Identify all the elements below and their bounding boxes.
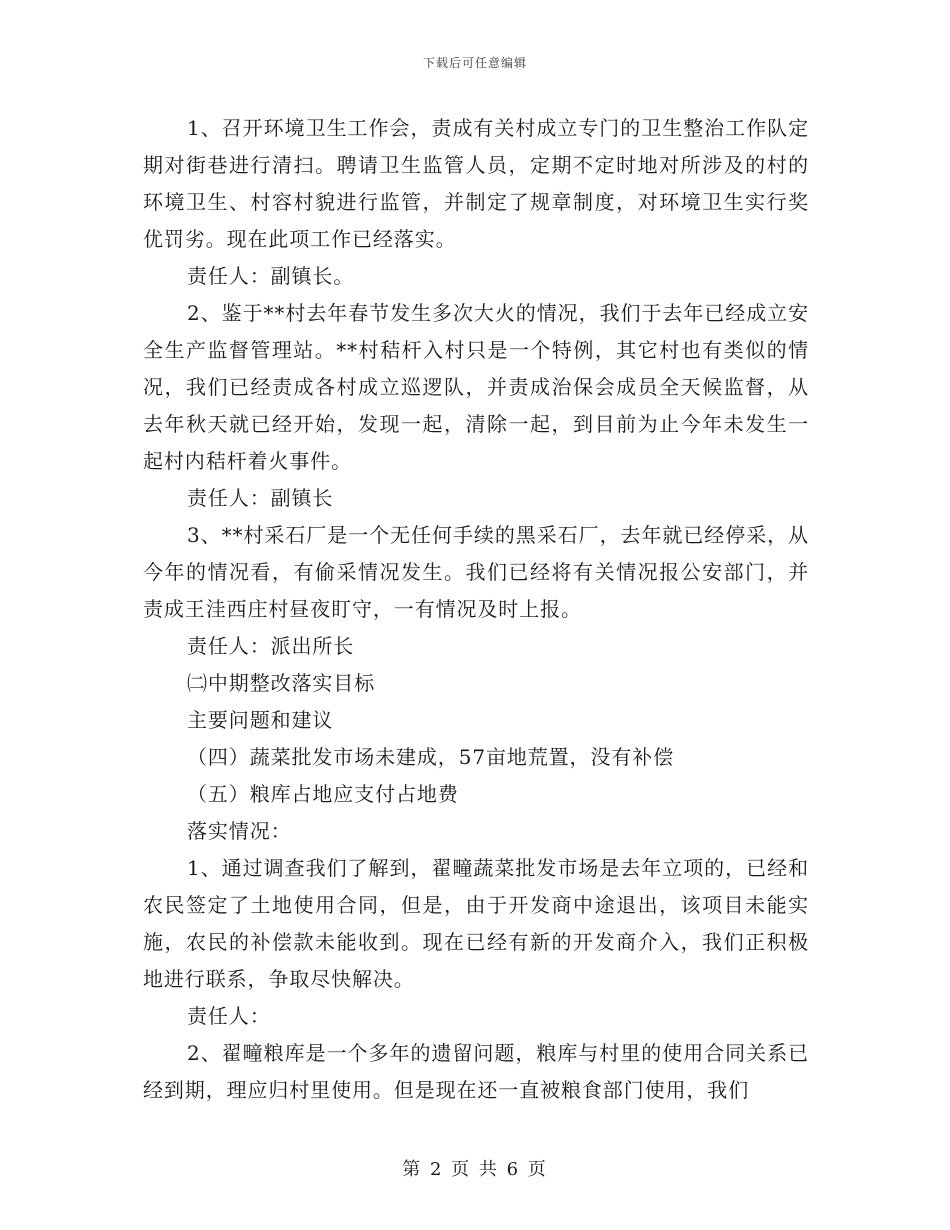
paragraph-3: 3、**村采石厂是一个无任何手续的黑采石厂，去年就已经停采，从今年的情况看，有偷采情况发生。我们已经将有关情况报公安部门，并责成王洼西庄村昼夜盯守，一有情况及时上报。 bbox=[143, 523, 809, 621]
paragraph-responsible-2: 责任人：副镇长 bbox=[187, 486, 334, 510]
document-body bbox=[143, 110, 809, 1109]
paragraph-responsible-3: 责任人：派出所长 bbox=[187, 634, 355, 658]
header-note: 下载后可任意编辑 bbox=[422, 56, 527, 70]
page-number: 第 2 页 共 6 页 bbox=[402, 1159, 548, 1180]
subheading-issues: 主要问题和建议 bbox=[187, 708, 334, 732]
paragraph-1: 1、召开环境卫生工作会，责成有关村成立专门的卫生整治工作队定期对街巷进行清扫。聘请卫生监管人员，定期不定时地对所涉及的村的环境卫生、村容村貌进行监管，并制定了规章制度，对环境卫生实行奖优罚劣。现在此项工作已经落实。 bbox=[143, 116, 809, 251]
paragraph-5: 2、翟疃粮库是一个多年的遗留问题，粮库与村里的使用合同关系已经到期，理应归村里使用。但是现在还一直被粮食部门使用，我们 bbox=[143, 1041, 809, 1102]
issue-item-5: （五）粮库占地应支付占地费 bbox=[187, 782, 459, 806]
paragraph-responsible-1: 责任人：副镇长。 bbox=[187, 264, 355, 288]
subheading-implementation: 落实情况： bbox=[187, 819, 292, 843]
section-heading-midterm: ㈡中期整改落实目标 bbox=[187, 671, 376, 695]
paragraph-responsible-4: 责任人： bbox=[187, 1004, 271, 1028]
issue-item-4: （四）蔬菜批发市场未建成，57亩地荒置，没有补偿 bbox=[187, 745, 675, 769]
paragraph-4: 1、通过调查我们了解到，翟疃蔬菜批发市场是去年立项的，已经和农民签定了土地使用合同，但是，由于开发商中途退出，该项目未能实施，农民的补偿款未能收到。现在已经有新的开发商介入，我们正积极地进行联系，争取尽快解决。 bbox=[143, 856, 809, 991]
paragraph-2: 2、鉴于**村去年春节发生多次大火的情况，我们于去年已经成立安全生产监督管理站。**村秸杆入村只是一个特例，其它村也有类似的情况，我们已经责成各村成立巡逻队，并责成治保会成员全天候监督，从去年秋天就已经开始，发现一起，清除一起，到目前为止今年未发生一起村内秸杆着火事件。 bbox=[143, 301, 809, 473]
